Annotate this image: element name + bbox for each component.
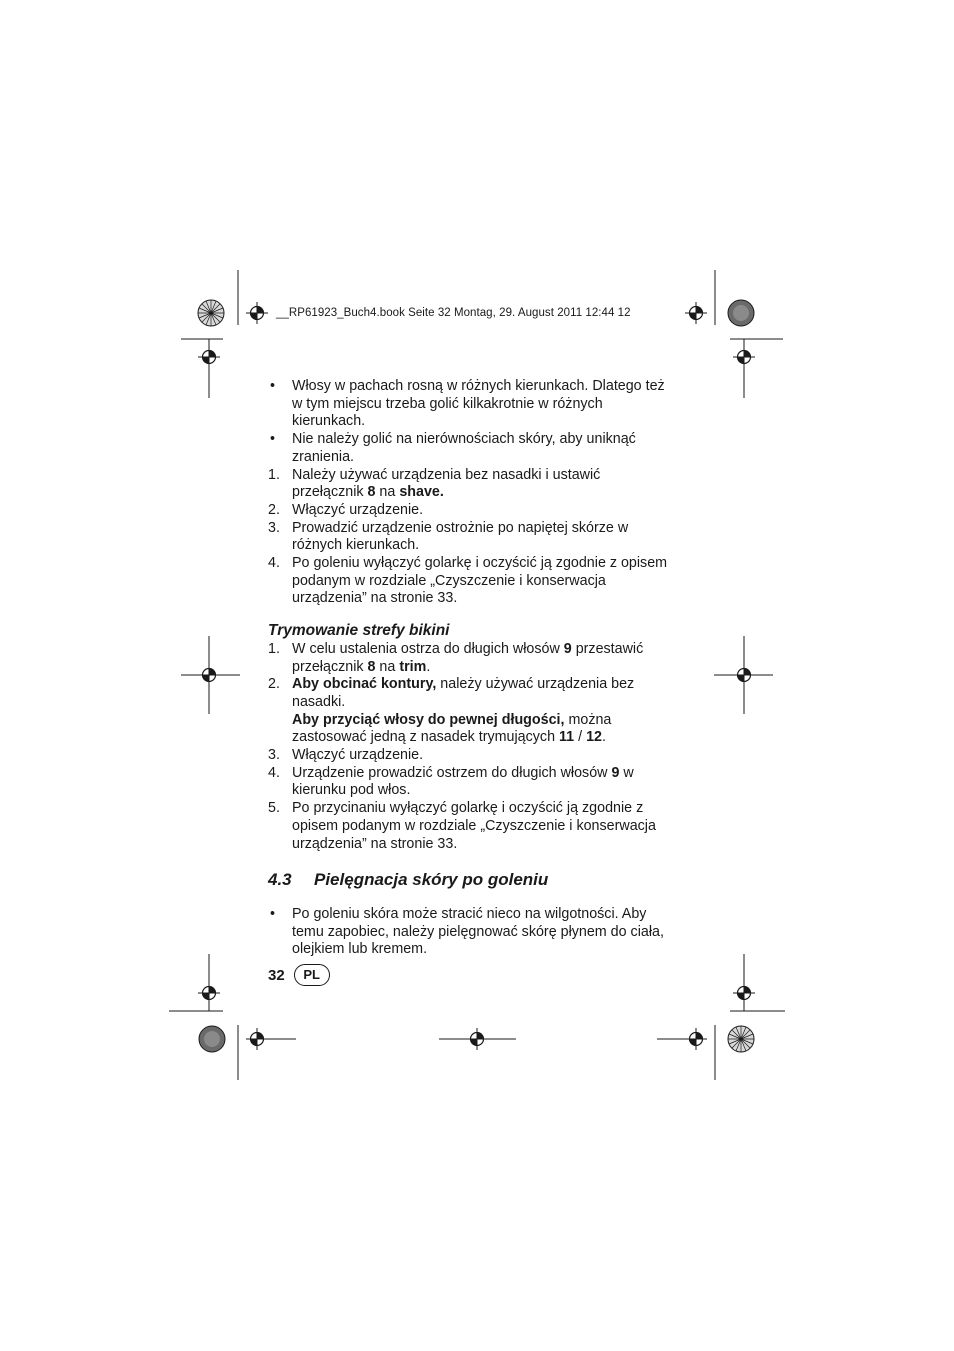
bullet: • [270,431,276,448]
page-content [268,378,673,959]
list-item [268,378,673,431]
step-text: Prowadzić urządzenie ostrożnie po napiętej skórze w różnych kierunkach. [292,519,629,554]
step-number: 1. [268,466,280,483]
step-text: / [574,729,587,746]
step-item [268,747,673,765]
step-number: 3. [268,519,280,536]
bullet-text: Po goleniu skóra może stracić nieco na wilgotności. Aby temu zapobiec, należy pielęgnować skórę płynem do ciała, olejkiem lub kremem. [292,905,664,958]
step-text: Po goleniu wyłączyć golarkę i oczyścić ją zgodnie z opisem podanym w rozdziale „Czyszczenie i konserwacja urządzenia” na stronie 33. [292,555,668,607]
step-number: 2. [268,501,280,518]
step-text: przestawić przełącznik [292,640,644,675]
subsection-title: Trymowanie strefy bikini [268,622,450,640]
part-number: 12 [586,729,602,746]
step-text: w kierunku pod włos. [292,764,634,799]
step-number: 2. [268,676,280,693]
step-text: . [601,729,606,746]
step-text: na [375,484,400,501]
step-text: Po przycinaniu wyłączyć golarkę i oczyścić ją zgodnie z opisem podanym w rozdziale „Czyszczenie i konserwacja urządzenia” na stronie 33. [292,800,656,852]
step-number: 4. [268,555,280,572]
step-text: Włączyć urządzenie. [292,501,424,518]
step-text: Należy używać urządzenia bez nasadki i ustawić przełącznik [292,466,601,501]
step-item [268,520,673,555]
step-text: . [426,658,431,675]
emphasis: Aby obcinać kontury, [292,676,437,693]
setting-name: shave. [399,484,444,501]
language-badge: PL [294,964,330,986]
bullet-text: Nie należy golić na nierównościach skóry, aby uniknąć zranienia. [292,431,636,465]
step-item [268,467,673,502]
section-heading: Pielęgnacja skóry po goleniu [314,870,549,890]
part-number: 8 [367,658,376,675]
section-number: 4.3 [268,870,292,890]
list-item [268,906,673,959]
step-number: 4. [268,764,280,781]
step-item [268,676,673,747]
step-item [268,555,673,608]
step-text: Włączyć urządzenie. [292,747,424,764]
bullet: • [270,378,276,394]
step-item [268,765,673,800]
step-number: 1. [268,640,280,657]
part-number: 11 [559,729,575,746]
part-number: 9 [563,640,572,657]
step-item [268,800,673,853]
print-file-info: __RP61923_Buch4.book Seite 32 Montag, 29. August 2011 12:44 12 [276,307,631,319]
step-text: W celu ustalenia ostrza do długich włosów [292,640,564,657]
page-number: 32 [268,966,285,984]
setting-name: trim [399,658,427,675]
section-title [268,871,673,889]
step-text: należy używać urządzenia bez nasadki. [292,676,635,710]
list-item [268,431,673,466]
part-number: 8 [367,484,376,501]
step-number: 3. [268,747,280,764]
bullet-text: Włosy w pachach rosną w różnych kierunkach. Dlatego też w tym miejscu trzeba golić kilkakrotnie w różnych kierunkach. [292,378,665,430]
page-footer [268,964,330,986]
step-text: Urządzenie prowadzić ostrzem do długich włosów [292,764,612,781]
step-text: można zastosować jedną z nasadek trymujących [292,711,612,746]
step-item [268,641,673,676]
step-number: 5. [268,800,280,817]
bullet: • [270,905,276,922]
part-number: 9 [611,764,620,781]
emphasis: Aby przyciąć włosy do pewnej długości, [292,711,565,728]
step-item [268,502,673,520]
step-text: na [375,658,400,675]
